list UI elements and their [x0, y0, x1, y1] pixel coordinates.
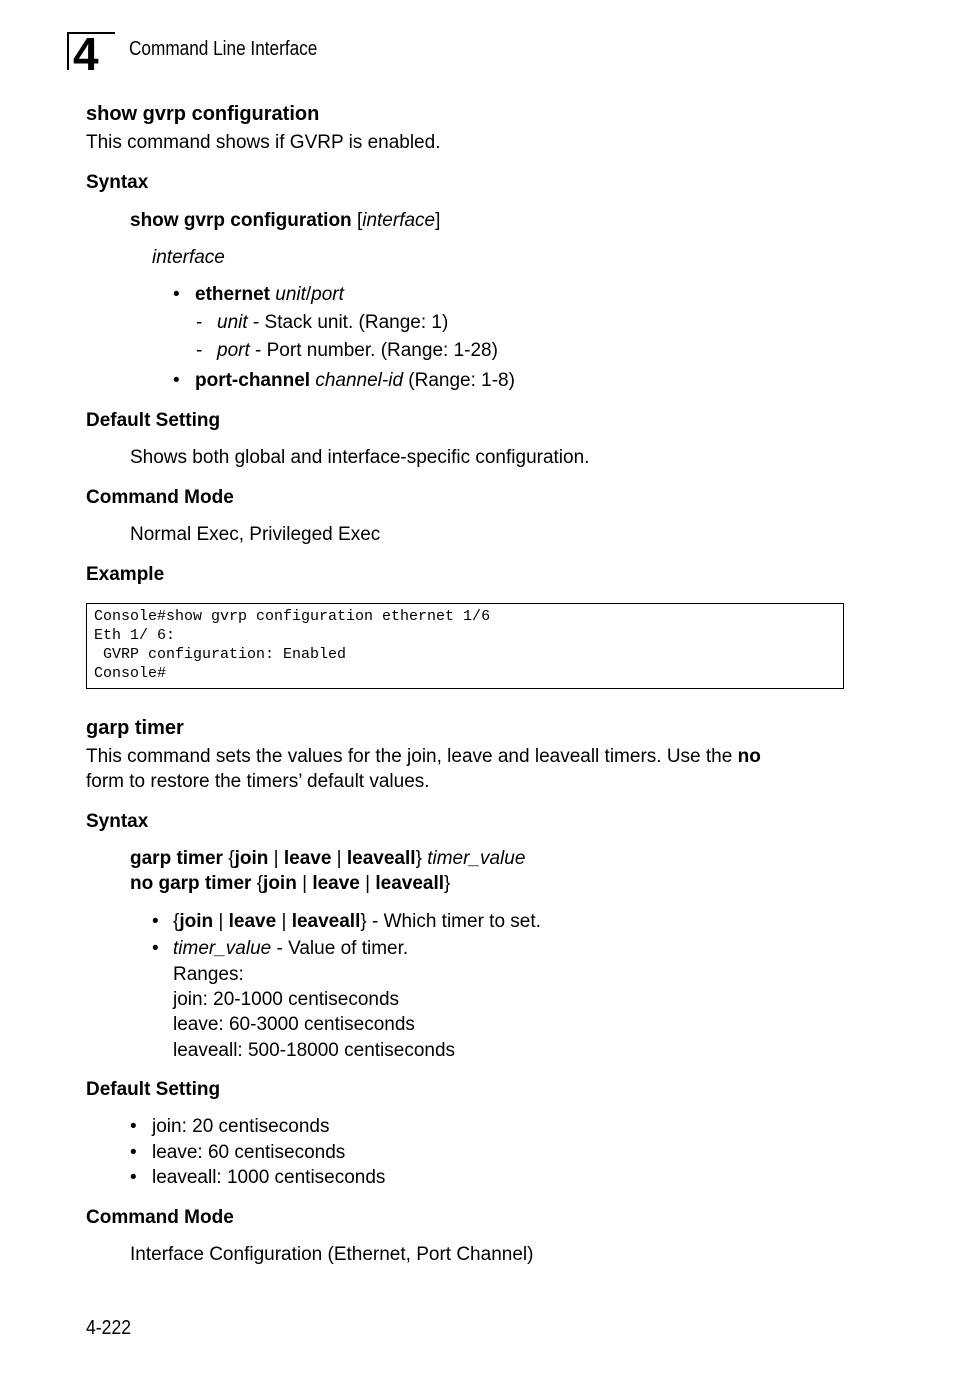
range-leaveall: leaveall: 500-18000 centiseconds: [173, 1040, 456, 1061]
brace-open: {: [173, 911, 180, 932]
syntax-param: interface: [362, 210, 436, 231]
brace-open: {: [228, 848, 235, 869]
bullet-marker: •: [130, 1142, 137, 1163]
chapter-number: 4: [67, 32, 115, 70]
code-line: Eth 1/ 6:: [94, 627, 176, 644]
sub-option-unit: [217, 312, 448, 334]
param-timer-selector: [173, 911, 541, 933]
code-line: GVRP configuration: Enabled: [94, 646, 347, 663]
code-line: Console#: [94, 665, 167, 682]
example-code-block: [86, 603, 844, 689]
brace-close: }: [360, 911, 367, 932]
sub-option-desc: - Port number. (Range: 1-28): [249, 340, 498, 361]
sub-option-name: port: [217, 340, 250, 361]
default-setting-heading: Default Setting: [86, 410, 221, 431]
keyword-leaveall: leaveall: [346, 848, 416, 869]
syntax-line-no-garp-timer: [130, 873, 450, 895]
syntax-timer-value: timer_value: [427, 848, 526, 869]
section-intro: This command shows if GVRP is enabled.: [86, 132, 441, 153]
option-param: channel-id: [315, 370, 404, 391]
option-port-channel: [195, 370, 515, 392]
default-join: join: 20 centiseconds: [152, 1116, 330, 1137]
keyword-join: join: [179, 911, 214, 932]
sub-option-desc: - Stack unit. (Range: 1): [247, 312, 449, 333]
brace-open: {: [256, 873, 264, 894]
section-intro-line1: [86, 746, 761, 768]
option-port: port: [311, 284, 344, 305]
separator-bar: |: [331, 848, 347, 869]
syntax-heading: Syntax: [86, 811, 149, 832]
default-leaveall: leaveall: 1000 centiseconds: [152, 1167, 386, 1188]
param-name: interface: [152, 247, 225, 268]
bullet-marker: •: [152, 938, 159, 959]
separator-bar: |: [213, 911, 229, 932]
bracket-close: ]: [435, 210, 441, 231]
option-slash: /: [305, 284, 312, 305]
sub-option-port: [217, 340, 498, 362]
bullet-marker: •: [152, 911, 159, 932]
code-line: Console#show gvrp configuration ethernet 1/6: [94, 608, 491, 625]
option-keyword: port-channel: [195, 370, 311, 391]
default-setting-heading: Default Setting: [86, 1079, 221, 1100]
brace-close: }: [415, 848, 422, 869]
running-head: Command Line Interface: [129, 38, 318, 60]
syntax-line-garp-timer: [130, 848, 525, 870]
command-mode-text: Normal Exec, Privileged Exec: [130, 524, 381, 545]
bullet-marker: •: [130, 1116, 137, 1137]
intro-text: This command sets the values for the join, leave and leaveall timers. Use the: [86, 746, 738, 767]
option-keyword: ethernet: [195, 284, 270, 305]
range-join: join: 20-1000 centiseconds: [173, 989, 400, 1010]
syntax-command: garp timer: [130, 848, 223, 869]
separator-bar: |: [276, 911, 292, 932]
intro-keyword-no: no: [737, 746, 761, 767]
default-leave: leave: 60 centiseconds: [152, 1142, 346, 1163]
command-mode-heading: Command Mode: [86, 487, 234, 508]
page-number: 4-222: [86, 1317, 132, 1339]
section-intro-line2: form to restore the timers’ default values.: [86, 771, 430, 792]
keyword-leaveall: leaveall: [291, 911, 361, 932]
keyword-join: join: [263, 873, 297, 894]
param-desc: - Value of timer.: [271, 938, 409, 959]
default-setting-text: Shows both global and interface-specific configuration.: [130, 447, 590, 468]
param-timer-value: [173, 938, 408, 960]
keyword-join: join: [234, 848, 269, 869]
keyword-leave: leave: [312, 873, 360, 894]
section-title-show-gvrp-configuration: show gvrp configuration: [86, 103, 320, 125]
separator-bar: |: [296, 873, 313, 894]
option-unit: unit: [275, 284, 306, 305]
param-desc: - Which timer to set.: [366, 911, 541, 932]
command-mode-heading: Command Mode: [86, 1207, 234, 1228]
syntax-command: show gvrp configuration: [130, 210, 352, 231]
param-name: timer_value: [173, 938, 272, 959]
keyword-leaveall: leaveall: [375, 873, 445, 894]
brace-close: }: [444, 873, 451, 894]
syntax-heading: Syntax: [86, 172, 149, 193]
sub-option-name: unit: [217, 312, 248, 333]
bullet-marker: •: [130, 1167, 137, 1188]
separator-bar: |: [268, 848, 284, 869]
range-leave: leave: 60-3000 centiseconds: [173, 1014, 415, 1035]
option-ethernet: [195, 284, 344, 306]
syntax-command: no garp timer: [130, 873, 252, 894]
option-range: (Range: 1-8): [403, 370, 515, 391]
section-title-garp-timer: garp timer: [86, 717, 184, 739]
dash-marker: -: [196, 340, 203, 361]
bracket-open: [: [356, 210, 363, 231]
bullet-marker: •: [173, 370, 180, 391]
syntax-line: [130, 210, 440, 232]
bullet-marker: •: [173, 284, 180, 305]
keyword-leave: leave: [228, 911, 277, 932]
separator-bar: |: [359, 873, 376, 894]
ranges-label: Ranges:: [173, 964, 244, 985]
example-heading: Example: [86, 564, 165, 585]
dash-marker: -: [196, 312, 203, 333]
command-mode-text: Interface Configuration (Ethernet, Port Channel): [130, 1244, 534, 1265]
keyword-leave: leave: [283, 848, 332, 869]
